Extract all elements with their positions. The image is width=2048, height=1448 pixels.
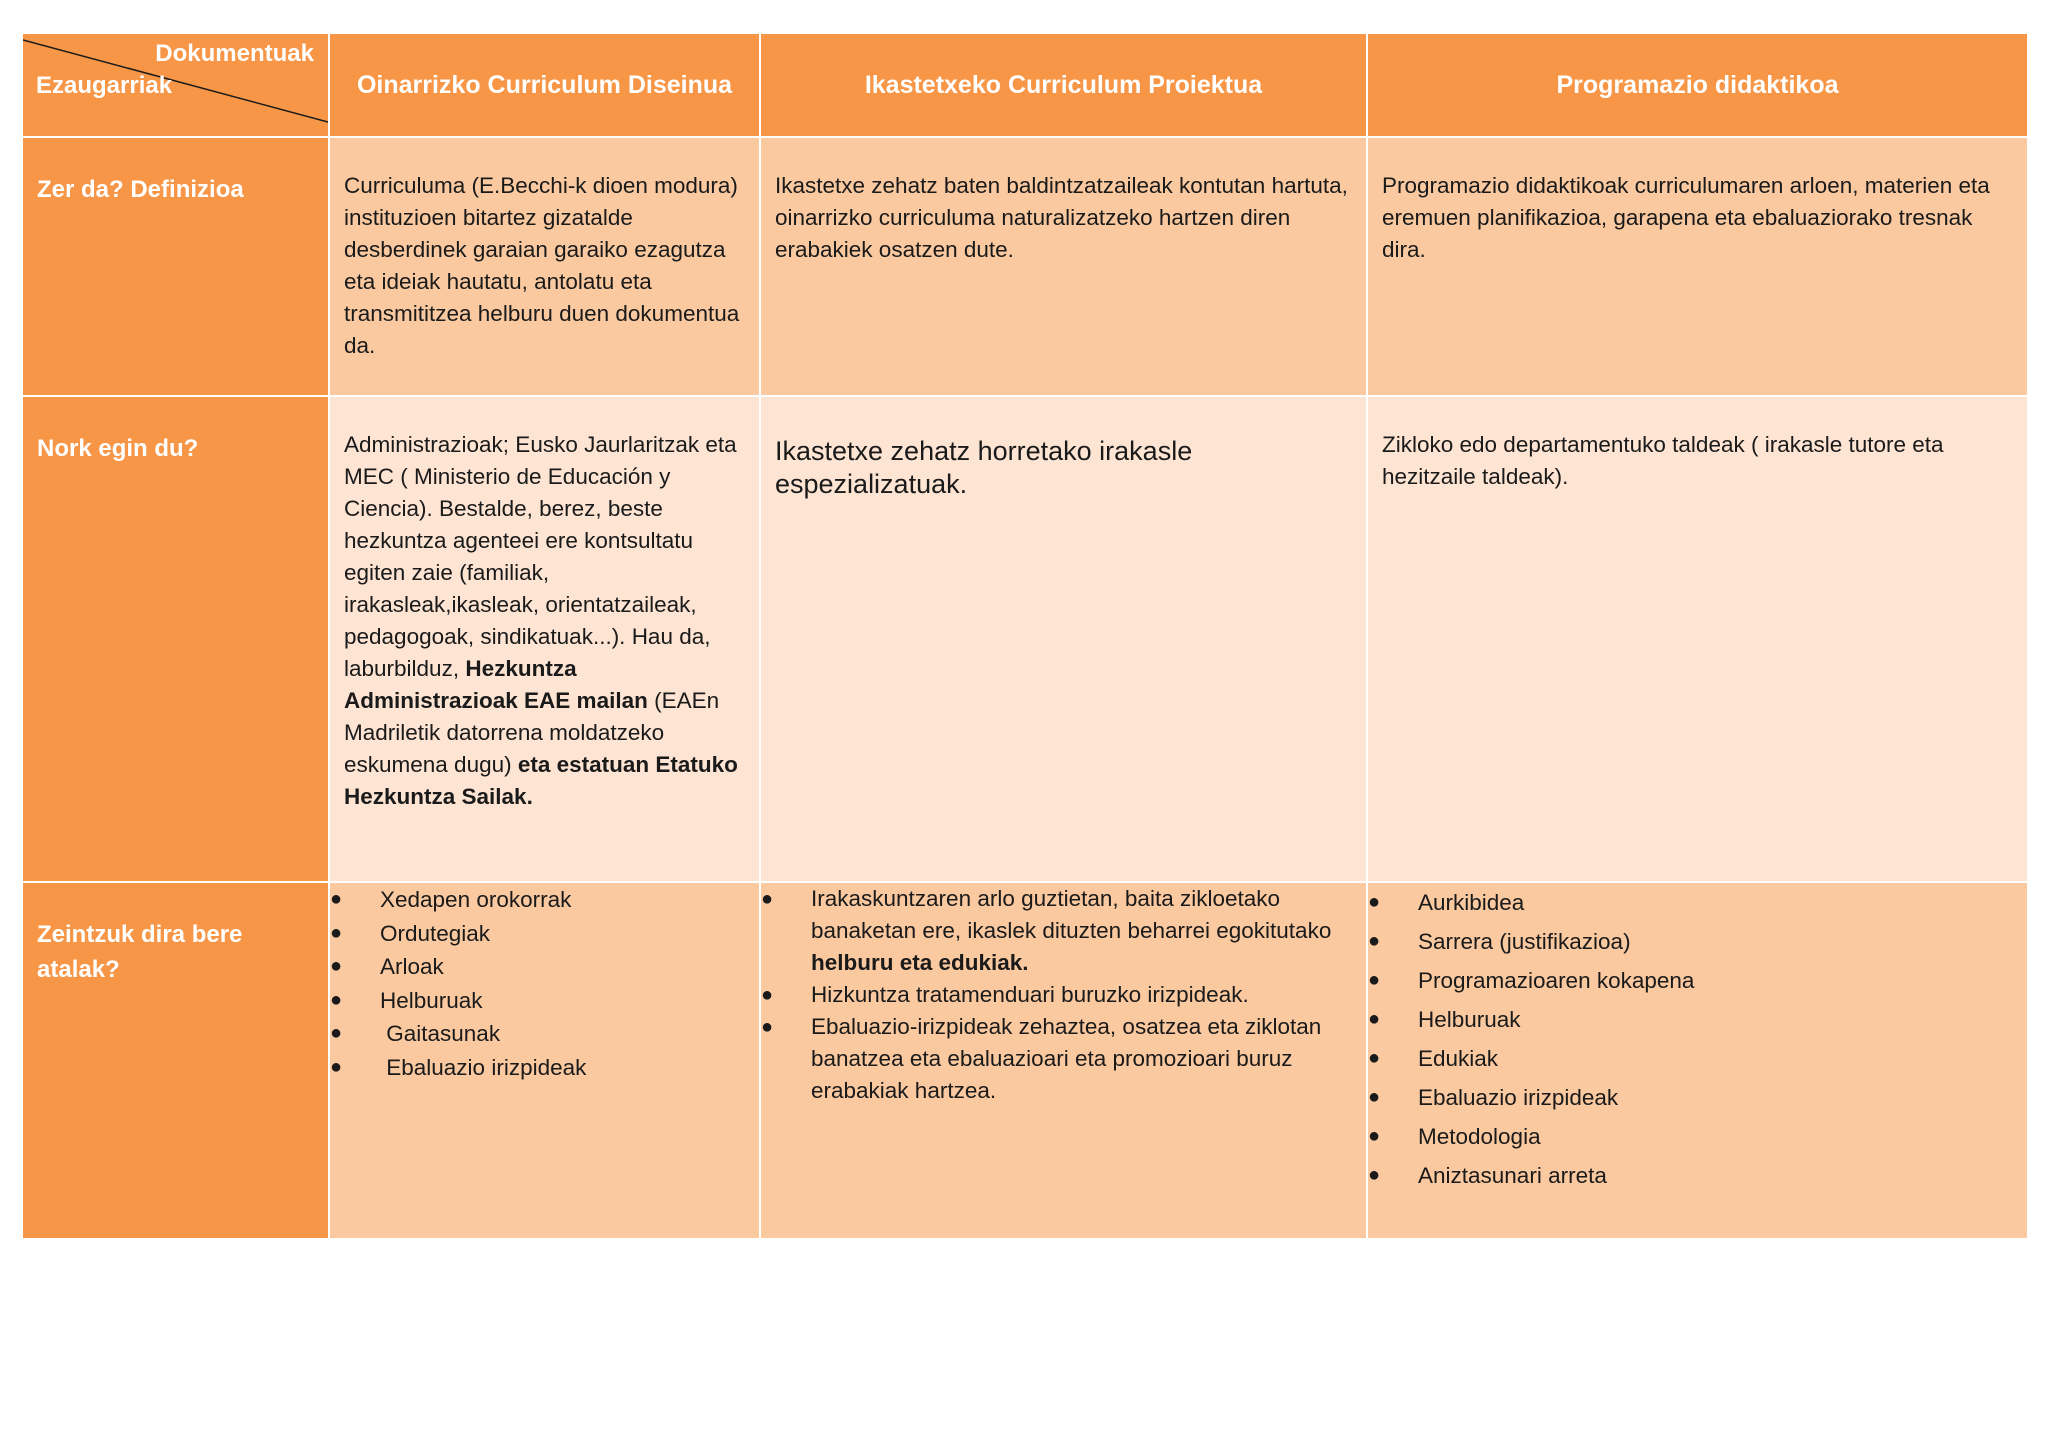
- list-item: [330, 883, 759, 917]
- list-item: [1368, 883, 2027, 922]
- list-item-text: Ebaluazio irizpideak: [1418, 1085, 1619, 1110]
- list-item-text: Ebaluazio irizpideak: [380, 1054, 587, 1080]
- comparison-table: [23, 34, 2027, 1240]
- row-label-sections: Zeintzuk dira bere atalak?: [23, 883, 330, 1240]
- cell-author-icp: [761, 397, 1368, 883]
- bullet-icon: ●: [330, 988, 343, 1011]
- bullet-icon: ●: [330, 1055, 343, 1078]
- list-item-text: Metodologia: [1418, 1124, 1541, 1149]
- column-header-icp: Ikastetxeko Curriculum Proiektua: [761, 34, 1368, 138]
- column-header-ocd: Oinarrizko Curriculum Diseinua: [330, 34, 761, 138]
- list-item-text: Sarrera (justifikazioa): [1418, 929, 1631, 954]
- bullet-icon: ●: [1368, 1125, 1381, 1147]
- list-item: [330, 1017, 759, 1051]
- bullet-icon: ●: [1368, 1008, 1381, 1030]
- list-item: [330, 917, 759, 951]
- list-item-text: Aniztasunari arreta: [1418, 1163, 1607, 1188]
- author-ocd-part1: Administrazioak; Eusko Jaurlaritzak eta MEC ( Ministerio de Educación y Ciencia). Bestalde, berez, beste hezkuntza agenteei ere kontsultatu egiten zaie (familiak, irakasleak,ikasleak, orientatzaileak, pedagogoak, sindikatuak...). Hau da, laburbilduz,: [344, 432, 737, 681]
- list-item: [1368, 1117, 2027, 1156]
- list-item-text: Helburuak: [380, 987, 483, 1013]
- cell-sections-pd: [1368, 883, 2027, 1240]
- author-ocd-bold1: Hezkuntza Administrazioak EAE mailan: [344, 656, 648, 713]
- sections-ocd-list: [330, 883, 759, 1084]
- corner-label-features: Ezaugarriak: [36, 72, 173, 99]
- list-item-text: Aurkibidea: [1418, 890, 1525, 915]
- corner-header-cell: [23, 34, 330, 138]
- row-label-definition: Zer da? Definizioa: [23, 138, 330, 397]
- list-item: [761, 979, 1348, 1011]
- author-ocd-part2: (EAEn Madriletik datorrena moldatzeko eskumena dugu): [344, 688, 720, 777]
- bullet-icon: ●: [1368, 1047, 1381, 1069]
- bullet-icon: ●: [330, 921, 343, 944]
- list-item: [1368, 1156, 2027, 1195]
- row-label-author: Nork egin du?: [23, 397, 330, 883]
- bullet-icon: ●: [1368, 969, 1381, 991]
- cell-author-pd: [1368, 397, 2027, 883]
- author-ocd-bold2: eta estatuan Etatuko Hezkuntza Sailak.: [344, 752, 738, 809]
- sections-icp-item1-bold: helburu eta edukiak.: [811, 950, 1029, 975]
- column-header-pd: Programazio didaktikoa: [1368, 34, 2027, 138]
- list-item: [761, 883, 1348, 979]
- list-item: [330, 1051, 759, 1085]
- corner-label-documents: Dokumentuak: [155, 40, 314, 67]
- bullet-icon: ●: [330, 1022, 343, 1044]
- list-item-text: Helburuak: [1418, 1007, 1521, 1032]
- cell-definition-pd: [1368, 138, 2027, 397]
- bullet-icon: ●: [330, 888, 343, 910]
- sections-icp-item2-text: Hizkuntza tratamenduari buruzko irizpideak.: [811, 982, 1249, 1007]
- sections-pd-list: [1368, 883, 2027, 1195]
- list-item: [330, 950, 759, 984]
- bullet-icon: ●: [330, 955, 343, 977]
- bullet-icon: ●: [1368, 1086, 1381, 1108]
- list-item-text: Gaitasunak: [380, 1021, 501, 1046]
- bullet-icon: ●: [1368, 891, 1381, 913]
- bullet-icon: ●: [761, 888, 774, 910]
- list-item-text: Ordutegiak: [380, 920, 491, 946]
- definition-icp-text: Ikastetxe zehatz baten baldintzatzaileak kontutan hartuta, oinarrizko curriculuma naturalizatzeko hartzen diren erabakiek osatzen dute.: [775, 173, 1348, 262]
- list-item-text: Programazioaren kokapena: [1418, 968, 1695, 993]
- sections-icp-item1-text: Irakaskuntzaren arlo guztietan, baita zikloetako banaketan ere, ikaslek dituzten beharrei egokitutako: [811, 886, 1332, 943]
- list-item: [1368, 1078, 2027, 1117]
- cell-author-ocd: [330, 397, 761, 883]
- author-icp-text: Ikastetxe zehatz horretako irakasle espezializatuak.: [775, 436, 1193, 499]
- cell-definition-icp: [761, 138, 1368, 397]
- cell-sections-icp: [761, 883, 1368, 1240]
- list-item: [1368, 1039, 2027, 1078]
- author-ocd-text: [330, 397, 759, 813]
- list-item: [330, 984, 759, 1018]
- definition-pd-text: Programazio didaktikoak curriculumaren arloen, materien eta eremuen planifikazioa, garapena eta ebaluaziorako tresnak dira.: [1382, 173, 1990, 262]
- cell-sections-ocd: [330, 883, 761, 1240]
- bullet-icon: ●: [1368, 1164, 1381, 1186]
- sections-icp-item3-text: Ebaluazio-irizpideak zehaztea, osatzea eta ziklotan banatzea eta ebaluazioari eta promozioari buruz erabakiak hartzea.: [811, 1014, 1322, 1103]
- cell-definition-ocd: [330, 138, 761, 397]
- bullet-icon: ●: [761, 1016, 774, 1038]
- bullet-icon: ●: [761, 984, 774, 1006]
- definition-ocd-text: Curriculuma (E.Becchi-k dioen modura) instituzioen bitartez gizatalde desberdinek garaian garaiko ezagutza eta ideiak hautatu, antolatu eta transmititzea helburu duen dokumentua da.: [344, 173, 740, 358]
- list-item-text: Edukiak: [1418, 1046, 1499, 1071]
- list-item: [1368, 961, 2027, 1000]
- bullet-icon: ●: [1368, 930, 1381, 952]
- list-item: [761, 1011, 1348, 1107]
- list-item: [1368, 1000, 2027, 1039]
- sections-icp-list: [761, 883, 1366, 1107]
- list-item-text: Arloak: [380, 954, 444, 979]
- list-item-text: Xedapen orokorrak: [380, 887, 572, 912]
- list-item: [1368, 922, 2027, 961]
- author-pd-text: Zikloko edo departamentuko taldeak ( irakasle tutore eta hezitzaile taldeak).: [1382, 432, 1944, 489]
